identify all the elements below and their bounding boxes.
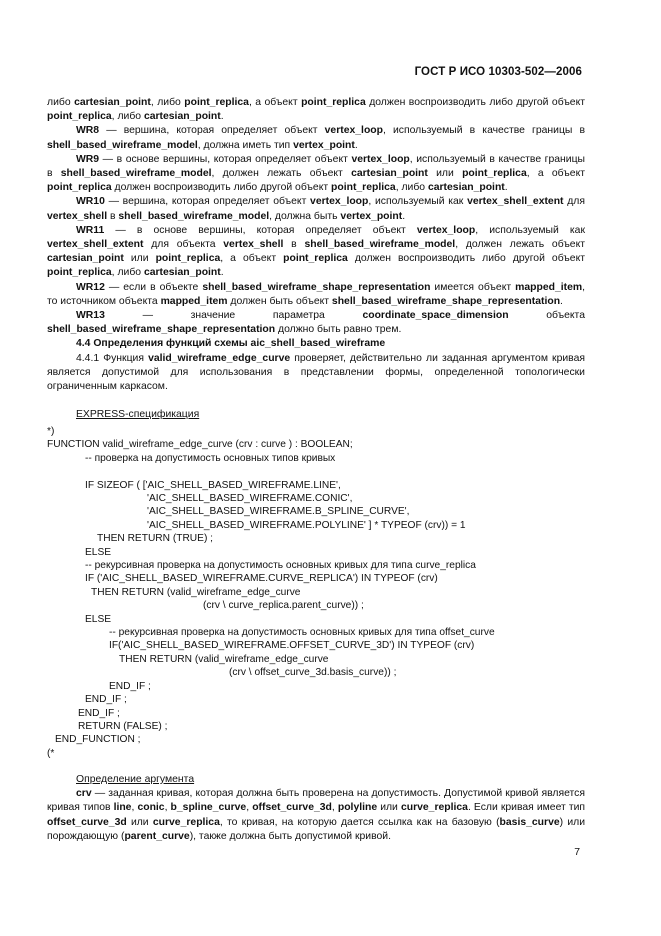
text-run: . — [504, 182, 508, 194]
bold-term: mapped_item — [515, 281, 583, 293]
paragraph — [47, 195, 585, 223]
bold-term: point_replica — [47, 111, 112, 123]
text-run: . — [220, 111, 224, 123]
text-run: , используемый в качестве границы в — [47, 153, 585, 180]
bold-term: vertex_loop — [310, 196, 369, 208]
text-run: , используемый как — [368, 196, 468, 208]
text-run: , либо — [111, 267, 144, 279]
text-run: , то кривая, на которую дается ссылка как на базовую ( — [219, 816, 500, 828]
text-run: — заданная кривая, которая должна быть проверена на допустимость. Допустимой кривой является кривая типов — [47, 788, 585, 814]
bold-term: vertex_loop — [351, 153, 410, 165]
text-run: . — [560, 295, 563, 307]
code-line: (* — [47, 747, 55, 759]
text-run: проверяет, действительно ли заданная аргументом кривая является допустимой для использования в представлении формы, определенной топологически ограниченным каркасом. — [47, 352, 585, 393]
bold-term: shell_based_wireframe_shape_representation — [202, 281, 431, 293]
code-line: END_IF ; — [109, 680, 151, 692]
text-run: должно быть равно трем. — [275, 324, 402, 336]
bold-term: shell_based_wireframe_shape_representation — [331, 295, 561, 307]
bold-term: offset_curve_3d — [252, 802, 332, 814]
bold-term: WR9 — [76, 153, 100, 165]
section-heading — [47, 337, 585, 351]
page-number: 7 — [574, 847, 580, 858]
bold-term: parent_curve — [124, 830, 190, 842]
bold-term: point_replica — [301, 97, 366, 108]
code-line — [47, 465, 495, 478]
text-run: 4.4.1 Функция — [76, 352, 149, 364]
text-run: или — [427, 168, 463, 180]
text-run: , должен лежать объект — [211, 168, 352, 180]
bold-term: WR10 — [76, 196, 105, 208]
bold-term: vertex_shell — [223, 239, 284, 251]
bold-term: WR12 — [76, 281, 105, 293]
text-run: , то источником объекта — [47, 281, 585, 307]
bold-term: crv — [76, 788, 92, 800]
paragraph — [47, 224, 585, 281]
text-run: или — [126, 816, 153, 828]
bold-term: shell_based_wireframe_model — [60, 168, 212, 180]
bold-term: shell_based_wireframe_model — [47, 139, 198, 151]
code-line: *) — [47, 426, 55, 437]
text-run: должен воспроизводить либо другой объект — [365, 97, 586, 108]
text-run: , должна иметь тип — [197, 139, 294, 151]
code-line: IF SIZEOF ( ['AIC_SHELL_BASED_WIREFRAME.LINE', — [85, 479, 341, 491]
paragraph — [47, 124, 585, 152]
text-run: должен быть объект — [227, 295, 332, 307]
text-run: , используемый как — [475, 224, 585, 236]
code-line: THEN RETURN (valid_wireframe_edge_curve — [119, 653, 329, 665]
bold-term: shell_based_wireframe_model — [118, 210, 270, 222]
text-run: . — [402, 210, 406, 222]
paragraph — [47, 309, 585, 337]
bold-term: point_replica — [331, 182, 396, 194]
spacer — [47, 394, 585, 408]
text-run: — в основе вершины, которая определяет объект — [104, 224, 417, 236]
text-run: объекта — [508, 310, 585, 322]
bold-term: vertex_shell_extent — [47, 239, 144, 251]
text-run: либо — [47, 97, 75, 108]
text-run: — в основе вершины, которая определяет объект — [99, 153, 352, 165]
code-line: 'AIC_SHELL_BASED_WIREFRAME.CONIC', — [147, 493, 353, 505]
code-line: IF('AIC_SHELL_BASED_WIREFRAME.OFFSET_CURVE_3D') IN TYPEOF (crv) — [109, 640, 475, 652]
bold-term: valid_wireframe_edge_curve — [148, 352, 291, 364]
bold-term: point_replica — [184, 97, 249, 108]
bold-term: coordinate_space_dimension — [362, 310, 509, 322]
bold-term: b_spline_curve — [170, 802, 247, 814]
bold-term: point_replica — [462, 168, 527, 180]
bold-term: offset_curve_3d — [47, 816, 127, 828]
document-header: ГОСТ Р ИСО 10303-502—2006 — [414, 66, 582, 78]
text-run: или — [123, 253, 156, 265]
bold-term: point_replica — [155, 253, 221, 265]
bold-term: vertex_point — [293, 139, 355, 151]
code-line: END_IF ; — [85, 694, 127, 706]
underlined-title: EXPRESS-спецификация — [76, 409, 200, 421]
bold-term: vertex_shell — [47, 210, 108, 222]
text-run: , должен лежать объект — [455, 239, 586, 251]
code-line: THEN RETURN (TRUE) ; — [97, 533, 214, 545]
text-run: должен воспроизводить либо другой объект — [111, 182, 332, 194]
bold-term: vertex_shell_extent — [467, 196, 564, 208]
bold-term: basis_curve — [499, 816, 560, 828]
text-run: , либо — [111, 111, 144, 123]
code-line: ELSE — [85, 613, 112, 625]
paragraph — [47, 96, 585, 124]
bold-term: cartesian_point — [47, 253, 124, 265]
code-line: FUNCTION valid_wireframe_edge_curve (crv : curve ) : BOOLEAN; — [47, 439, 353, 451]
text-run: , — [246, 802, 253, 814]
text-run: , — [331, 802, 338, 814]
text-run: , а объект — [526, 168, 585, 180]
bold-term: shell_based_wireframe_shape_representation — [47, 324, 276, 336]
bold-term: shell_based_wireframe_model — [304, 239, 456, 251]
text-run: — если в объекте — [104, 281, 203, 293]
text-run: . — [354, 139, 358, 151]
text-run: в — [107, 210, 119, 222]
code-line: -- рекурсивная проверка на допустимость основных кривых для типа offset_curve — [109, 627, 495, 639]
text-run: , либо — [395, 182, 428, 194]
text-run: . Если кривая имеет тип — [467, 802, 586, 814]
code-line: ELSE — [85, 546, 112, 558]
body-text — [47, 96, 585, 422]
bold-term: cartesian_point — [74, 97, 151, 108]
bold-term: vertex_point — [340, 210, 403, 222]
text-run: , — [164, 802, 171, 814]
text-run: , а объект — [248, 97, 302, 108]
code-line: 'AIC_SHELL_BASED_WIREFRAME.B_SPLINE_CURVE', — [147, 506, 410, 518]
code-line: THEN RETURN (valid_wireframe_edge_curve — [91, 586, 301, 598]
text-run: — вершина, которая определяет объект — [99, 125, 325, 137]
bold-term: cartesian_point — [143, 111, 221, 123]
bold-term: mapped_item — [160, 295, 228, 307]
text-run: в — [283, 239, 305, 251]
code-line: -- проверка на допустимость основных типов кривых — [85, 452, 336, 464]
paragraph — [47, 352, 585, 395]
code-line: END_IF ; — [78, 707, 120, 719]
bold-term: point_replica — [47, 267, 112, 279]
text-run: , должна быть — [269, 210, 341, 222]
code-line: (crv \ curve_replica.parent_curve)) ; — [203, 600, 364, 612]
paragraph — [47, 153, 585, 196]
bold-term: polyline — [337, 802, 378, 814]
bold-term: curve_replica — [152, 816, 220, 828]
bold-term: point_replica — [47, 182, 112, 194]
code-line: (crv \ offset_curve_3d.basis_curve)) ; — [229, 667, 397, 679]
text-run: ) или порождающую ( — [47, 816, 585, 842]
argument-definition — [47, 773, 585, 844]
text-run: , либо — [150, 97, 185, 108]
bold-term: cartesian_point — [143, 267, 221, 279]
bold-term: cartesian_point — [427, 182, 505, 194]
code-line: END_FUNCTION ; — [55, 734, 141, 746]
bold-term: 4.4 Определения функций схемы aic_shell_based_wireframe — [76, 338, 386, 350]
bold-term: point_replica — [283, 253, 348, 265]
argument-paragraph — [47, 787, 585, 844]
bold-term: WR8 — [76, 125, 100, 137]
text-run: — вершина, которая определяет объект — [104, 196, 311, 208]
code-line: IF ('AIC_SHELL_BASED_WIREFRAME.CURVE_REPLICA') IN TYPEOF (crv) — [85, 573, 438, 585]
code-line: RETURN (FALSE) ; — [78, 720, 168, 732]
text-run: , а объект — [220, 253, 284, 265]
express-spec-title — [47, 408, 585, 422]
bold-term: vertex_loop — [324, 125, 383, 137]
bold-term: line — [113, 802, 132, 814]
code-line: -- рекурсивная проверка на допустимость основных кривых для типа curve_replica — [85, 560, 476, 572]
text-run: , используемый в качестве границы в — [382, 125, 585, 137]
bold-term: cartesian_point — [351, 168, 428, 180]
text-run: или — [377, 802, 401, 814]
bold-term: curve_replica — [400, 802, 468, 814]
text-run: для — [563, 196, 585, 208]
argument-title: Определение аргумента — [76, 774, 195, 785]
bold-term: WR13 — [76, 310, 105, 322]
text-run: имеется объект — [430, 281, 516, 293]
bold-term: vertex_loop — [416, 224, 476, 236]
text-run: . — [220, 267, 224, 279]
bold-term: WR11 — [76, 224, 105, 236]
bold-term: conic — [137, 802, 165, 814]
text-run: — значение параметра — [104, 310, 363, 322]
text-run: ), также должна быть допустимой кривой. — [189, 830, 391, 842]
code-line: 'AIC_SHELL_BASED_WIREFRAME.POLYLINE' ] * TYPEOF (crv)) = 1 — [147, 519, 466, 531]
text-run: для объекта — [143, 239, 224, 251]
text-run: должен воспроизводить либо другой объект — [347, 253, 586, 265]
express-code-block — [47, 425, 495, 760]
text-run: , — [131, 802, 138, 814]
paragraph — [47, 281, 585, 309]
